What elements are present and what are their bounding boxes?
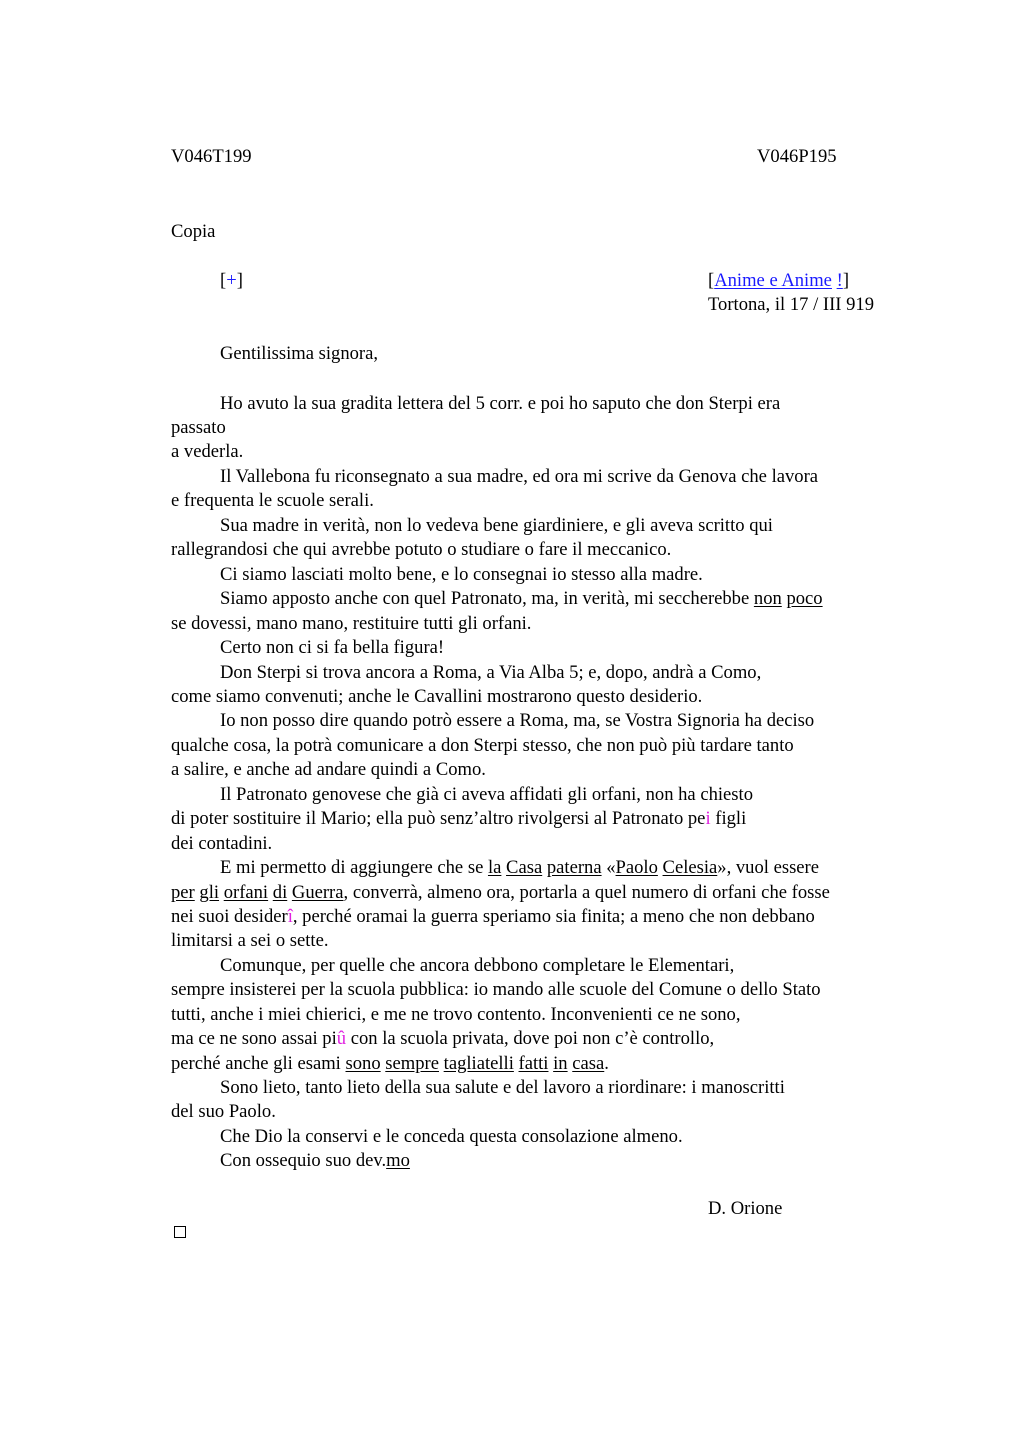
body-line bbox=[220, 587, 823, 611]
bracket-close: ] bbox=[236, 270, 243, 291]
body-line: a salire, e anche ad andare quindi a Como. bbox=[171, 759, 486, 780]
body-line: Io non posso dire quando potrò essere a Roma, ma, se Vostra Signoria ha deciso bbox=[220, 710, 815, 731]
body-line: e frequenta le scuole serali. bbox=[171, 490, 374, 511]
body-line: limitarsi a sei o sette. bbox=[171, 930, 329, 951]
body-line: Sono lieto, tanto lieto della sua salute e del lavoro a riordinare: i manoscritti bbox=[220, 1077, 785, 1098]
plus-link[interactable]: + bbox=[226, 270, 237, 291]
exclamation-link[interactable]: ! bbox=[836, 270, 843, 291]
body-line: Ho avuto la sua gradita lettera del 5 corr. e poi ho saputo che don Sterpi era bbox=[220, 393, 781, 414]
underlined-word: gli bbox=[199, 882, 220, 903]
text-run: , converrà, almeno ora, portarla a quel numero di orfani che fosse bbox=[343, 882, 830, 903]
text-run: », vuol essere bbox=[717, 857, 820, 878]
salutation: Gentilissima signora, bbox=[220, 343, 379, 364]
underlined-word: casa bbox=[572, 1053, 605, 1074]
highlighted-char: û bbox=[336, 1028, 347, 1049]
text-run: di poter sostituire il Mario; ella può senz’altro rivolgersi al Patronato pe bbox=[171, 808, 706, 829]
body-line: dei contadini. bbox=[171, 833, 273, 854]
underlined-word: di bbox=[272, 882, 288, 903]
text-run: con la scuola privata, dove poi non c’è controllo, bbox=[346, 1028, 715, 1049]
underlined-word: mo bbox=[386, 1150, 410, 1171]
bracket-open: [ bbox=[708, 270, 715, 291]
body-line bbox=[220, 1149, 410, 1173]
body-line: rallegrandosi che qui avrebbe potuto o studiare o fare il meccanico. bbox=[171, 539, 672, 560]
body-line: Ci siamo lasciati molto bene, e lo consegnai io stesso alla madre. bbox=[220, 564, 703, 585]
underlined-word: Celesia bbox=[662, 857, 718, 878]
bracket-open: [ bbox=[220, 270, 227, 291]
body-line: passato bbox=[171, 417, 226, 438]
underlined-word: la bbox=[487, 857, 502, 878]
body-line: se dovessi, mano mano, restituire tutti gli orfani. bbox=[171, 613, 532, 634]
copy-label: Copia bbox=[171, 221, 216, 242]
body-line bbox=[220, 856, 819, 880]
highlighted-char: i bbox=[705, 808, 711, 829]
empty-square-icon bbox=[174, 1226, 186, 1238]
text-run: nei suoi desider bbox=[171, 906, 288, 927]
body-line: Don Sterpi si trova ancora a Roma, a Via Alba 5; e, dopo, andrà a Como, bbox=[220, 662, 762, 683]
underlined-word: in bbox=[553, 1053, 568, 1074]
text-run: ma ce ne sono assai pi bbox=[171, 1028, 337, 1049]
underlined-word: per bbox=[171, 882, 195, 903]
text-run: E mi permetto di aggiungere che se bbox=[220, 857, 488, 878]
text-run: figli bbox=[710, 808, 747, 829]
underlined-word: sono bbox=[345, 1053, 381, 1074]
body-line: Il Vallebona fu riconsegnato a sua madre, ed ora mi scrive da Genova che lavora bbox=[220, 466, 819, 487]
body-line: sempre insisterei per la scuola pubblica: io mando alle scuole del Comune o dello Stato bbox=[171, 979, 821, 1000]
underlined-word: Casa bbox=[506, 857, 543, 878]
body-line: qualche cosa, la potrà comunicare a don Sterpi stesso, che non può più tardare tanto bbox=[171, 735, 794, 756]
body-line: Sua madre in verità, non lo vedeva bene giardiniere, e gli aveva scritto qui bbox=[220, 515, 773, 536]
highlighted-char: î bbox=[287, 906, 293, 927]
body-line bbox=[171, 1052, 609, 1076]
document-code-right: V046P195 bbox=[757, 146, 837, 167]
body-line: Certo non ci si fa bella figura! bbox=[220, 637, 445, 658]
underlined-word: non bbox=[753, 588, 782, 609]
text-run: , perché oramai la guerra speriamo sia finita; a meno che non debbano bbox=[292, 906, 815, 927]
underlined-word: fatti bbox=[518, 1053, 549, 1074]
body-line bbox=[171, 905, 815, 929]
signature: D. Orione bbox=[708, 1198, 783, 1219]
body-line: Che Dio la conservi e le conceda questa consolazione almeno. bbox=[220, 1126, 683, 1147]
underlined-word: Guerra bbox=[291, 882, 344, 903]
underlined-word: tagliatelli bbox=[443, 1053, 514, 1074]
body-line: Comunque, per quelle che ancora debbono completare le Elementari, bbox=[220, 955, 735, 976]
underlined-word: sempre bbox=[385, 1053, 439, 1074]
body-line bbox=[171, 881, 830, 905]
bracket-close: ] bbox=[842, 270, 850, 291]
title-reference bbox=[708, 270, 849, 292]
text-run: Siamo apposto anche con quel Patronato, ma, in verità, mi seccherebbe bbox=[220, 588, 754, 609]
underlined-word: paterna bbox=[546, 857, 602, 878]
anime-e-anime-link[interactable]: Anime e Anime bbox=[714, 270, 832, 291]
place-date: Tortona, il 17 / III 919 bbox=[708, 294, 875, 315]
body-line: Il Patronato genovese che già ci aveva affidati gli orfani, non ha chiesto bbox=[220, 784, 753, 805]
body-line bbox=[171, 1027, 714, 1051]
document-code-left: V046T199 bbox=[171, 146, 252, 167]
underlined-word: poco bbox=[786, 588, 823, 609]
body-line: del suo Paolo. bbox=[171, 1101, 276, 1122]
body-line: a vederla. bbox=[171, 441, 244, 462]
body-line: come siamo convenuti; anche le Cavallini mostrarono questo desiderio. bbox=[171, 686, 703, 707]
underlined-word: orfani bbox=[223, 882, 269, 903]
underlined-word: Paolo bbox=[615, 857, 658, 878]
body-line: tutti, anche i miei chierici, e me ne trovo contento. Inconvenienti ce ne sono, bbox=[171, 1004, 741, 1025]
body-line bbox=[171, 807, 746, 831]
text-run: . bbox=[604, 1053, 609, 1074]
text-run: perché anche gli esami bbox=[171, 1053, 346, 1074]
plus-marker bbox=[220, 270, 243, 292]
text-run: Con ossequio suo dev. bbox=[220, 1150, 387, 1171]
text-run: « bbox=[601, 857, 616, 878]
